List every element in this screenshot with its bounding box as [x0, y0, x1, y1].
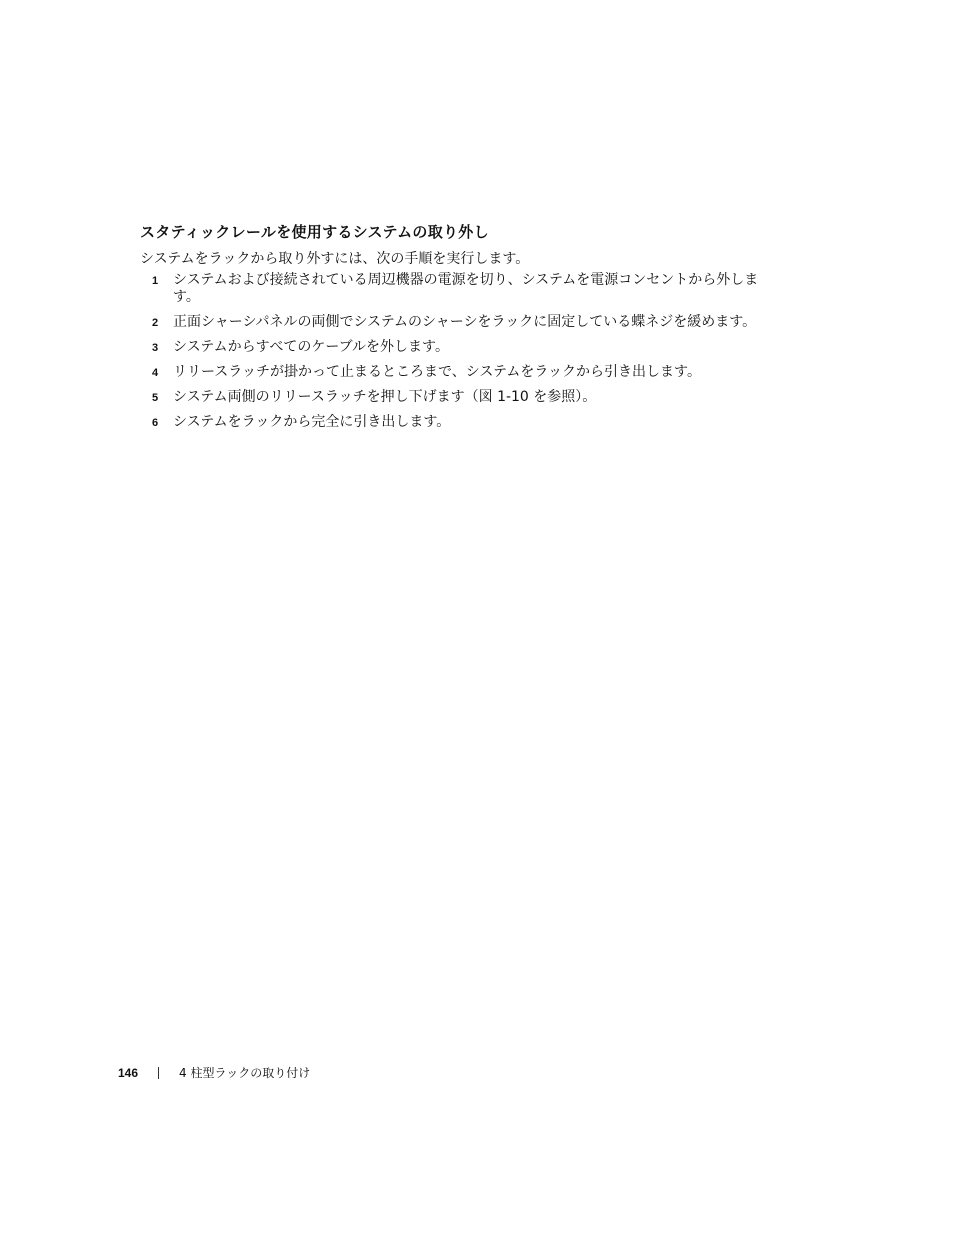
step-text: システム両側のリリースラッチを押し下げます（図 1-10 を参照）。 [173, 389, 597, 405]
step-item-2 [140, 314, 860, 331]
step-number: 6 [152, 417, 159, 429]
step-list [140, 272, 860, 439]
step-text: 正面シャーシパネルの両側でシステムのシャーシをラックに固定している蝶ネジを緩めます。 [173, 314, 757, 330]
chapter-title: 4 柱型ラックの取り付け [179, 1066, 311, 1080]
step-text: システムからすべてのケーブルを外します。 [173, 339, 449, 355]
step-number: 3 [152, 342, 159, 354]
step-number: 1 [152, 275, 159, 287]
step-number: 2 [152, 317, 159, 329]
step-text: リリースラッチが掛かって止まるところまで、システムをラックから引き出します。 [173, 364, 701, 380]
page-number: 146 [118, 1065, 139, 1080]
step-item-3 [140, 339, 860, 356]
step-item-4 [140, 364, 860, 381]
section-heading: スタティックレールを使用するシステムの取り外し [140, 223, 489, 241]
step-item-6 [140, 414, 860, 431]
step-item-5 [140, 389, 860, 406]
footer-divider [158, 1067, 159, 1079]
step-number: 4 [152, 367, 159, 379]
intro-text: システムをラックから取り外すには、次の手順を実行します。 [140, 251, 530, 267]
step-item-1 [140, 272, 860, 306]
step-text: システムおよび接続されている周辺機器の電源を切り、システムを電源コンセントから外します。 [173, 272, 759, 305]
step-number: 5 [152, 392, 159, 404]
page-footer [118, 1064, 310, 1081]
step-text: システムをラックから完全に引き出します。 [173, 414, 451, 430]
